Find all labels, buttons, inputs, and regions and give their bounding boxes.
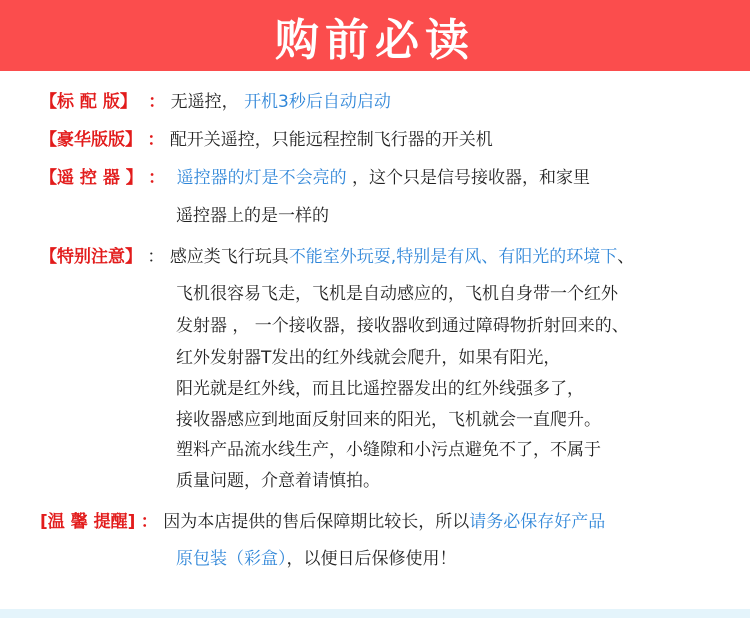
remote-colon: ： [148,168,166,188]
notice-line: 质量问题，介意着请慎拍。 [176,471,380,491]
remote-row [40,166,590,190]
bottom-divider [0,609,750,618]
notice-colon: ： [147,247,165,267]
notice-line: 接收器感应到地面反射回来的阳光，飞机就会一直爬升。 [176,410,601,430]
notice-line: 塑料产品流水线生产，小缝隙和小污点避免不了，不属于 [176,440,601,460]
reminder-line-2 [176,547,457,571]
reminder-line2-text: ，以便日后保修使用！ [286,549,457,569]
notice-line: 发射器 ， 一个接收器，接收器收到通过障碍物折射回来的、 [176,316,629,336]
reminder-text: 因为本店提供的售后保障期比较长，所以 [163,512,470,532]
standard-colon: ： [148,92,166,112]
standard-highlight: 开机3秒后自动启动 [244,92,391,112]
notice-highlight: 不能室外玩耍,特别是有风、有阳光的环境下 [288,247,618,267]
notice-line: 飞机很容易飞走，飞机是自动感应的，飞机自身带一个红外 [176,284,618,304]
remote-label: 【遥 控 器 】 [40,168,143,188]
page-title: 购前必读 [275,14,475,66]
remote-text: ，这个只是信号接收器，和家里 [351,168,590,188]
remote-line-2: 遥控器上的是一样的 [176,206,329,226]
standard-row [40,90,391,114]
standard-text: 无遥控， [170,92,239,112]
remote-highlight: 遥控器的灯是不会亮的 [176,168,347,188]
deluxe-row [40,128,493,152]
notice-label: 【特别注意】 [40,247,142,267]
notice-tail: 、 [617,247,635,267]
standard-label: 【标 配 版】 [40,92,137,112]
deluxe-label: 【豪华版版】 [40,130,142,150]
reminder-line2-highlight: 原包装（彩盒） [176,549,287,569]
notice-text: 感应类飞行玩具 [169,247,289,267]
deluxe-colon: ： [147,130,165,150]
notice-row [40,245,634,269]
reminder-colon: ： [140,512,158,532]
reminder-highlight: 请务必保存好产品 [469,512,606,532]
title-banner [0,0,750,71]
reminder-label: [温 馨 提醒] [40,512,136,532]
notice-line: 阳光就是红外线，而且比遥控器发出的红外线强多了， [176,379,584,399]
notice-line: 红外发射器T发出的红外线就会爬升，如果有阳光， [176,348,561,368]
deluxe-text: 配开关遥控，只能远程控制飞行器的开关机 [169,130,493,150]
reminder-row [40,510,605,534]
